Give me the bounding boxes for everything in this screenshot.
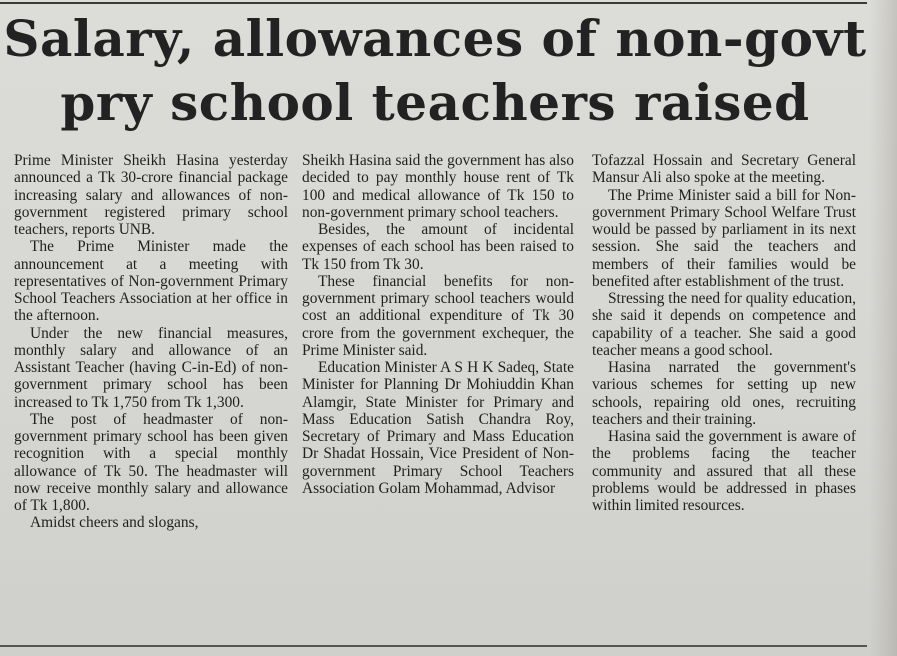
paragraph: Tofazzal Hossain and Secretary General Mansur Ali also spoke at the meeting. — [592, 152, 856, 187]
paragraph: The Prime Minister said a bill for Non-government Primary School Welfare Trust would be passed by parliament in its next session. She said the teachers and members of their families would be benefited after establishment of the trust. — [592, 186, 856, 290]
top-rule — [0, 2, 867, 4]
headline-line-2: pry school teachers raised — [60, 73, 810, 132]
paragraph: Hasina said the government is aware of the problems facing the teacher community and assured that all these problems would be addressed in phases within limited resources. — [592, 428, 856, 514]
paragraph: Besides, the amount of incidental expenses of each school has been raised to Tk 150 from Tk 30. — [302, 221, 574, 273]
paragraph: Hasina narrated the government's various schemes for setting up new schools, repairing old ones, recruiting teachers and their training. — [592, 359, 856, 428]
article-column-2 — [302, 152, 574, 497]
headline-line-1: Salary, allowances of non-govt — [3, 9, 867, 68]
paragraph: Under the new financial measures, monthly salary and allowance of an Assistant Teacher (having C-in-Ed) of non-government primary school has been increased to Tk 1,750 from Tk 1,300. — [14, 324, 288, 411]
paragraph: Education Minister A S H K Sadeq, State Minister for Planning Dr Mohiuddin Khan Alamgir, State Minister for Primary and Mass Education Satish Chandra Roy, Secretary of Primary and Mass Education Dr Shadat Hossain, Vice President of Non-government Primary School Teachers Association Golam Mohammad, Advisor — [302, 359, 574, 497]
paragraph: The post of headmaster of non-government primary school has been given recognition with a special monthly allowance of Tk 50. The headmaster will now receive monthly salary and allowance of Tk 1,800. — [14, 410, 288, 514]
paragraph: Stressing the need for quality education, she said it depends on competence and capability of a teacher. She said a good teacher means a good school. — [592, 290, 856, 359]
article-column-3 — [592, 152, 856, 514]
article-column-1 — [14, 152, 288, 532]
paragraph: Amidst cheers and slogans, — [30, 514, 199, 532]
bottom-rule — [0, 645, 867, 647]
paragraph: These financial benefits for non-government primary school teachers would cost an additional expenditure of Tk 30 crore from the government exchequer, the Prime Minister said. — [302, 272, 574, 359]
paragraph: Sheikh Hasina said the government has also decided to pay monthly house rent of Tk 100 and medical allowance of Tk 150 to non-government primary school teachers. — [302, 152, 574, 221]
paragraph: Prime Minister Sheikh Hasina yesterday announced a Tk 30-crore financial package increasing salary and allowances of non-government registered primary school teachers, reports UNB. — [14, 152, 288, 238]
page-edge-shadow — [869, 0, 897, 656]
paragraph: The Prime Minister made the announcement at a meeting with representatives of Non-government Primary School Teachers Association at her office in the afternoon. — [14, 238, 288, 325]
